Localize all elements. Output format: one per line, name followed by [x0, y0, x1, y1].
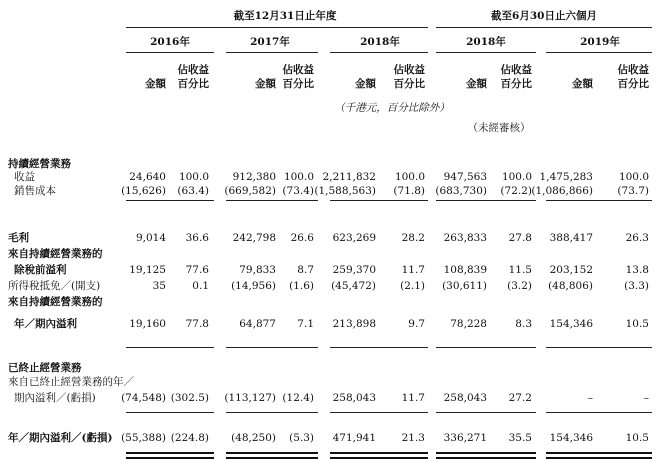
amount-header: 金額 — [466, 78, 487, 90]
table-cell: 27.2 — [508, 392, 532, 404]
table-cell: 100.0 — [283, 171, 314, 183]
row-label: 年／期內溢利／(虧損) — [8, 432, 113, 444]
table-cell: 64,877 — [239, 318, 276, 330]
table-cell: (72.2) — [500, 185, 532, 197]
table-cell: (63.4) — [177, 185, 209, 197]
table-cell: 263,833 — [443, 232, 487, 244]
year-rule — [330, 52, 428, 53]
pct-header-line2: 百分比 — [617, 78, 649, 90]
total-double-rule — [226, 457, 318, 459]
amount-header: 金額 — [572, 78, 593, 90]
table-rule — [126, 347, 214, 348]
total-double-rule — [330, 452, 428, 454]
table-cell: (224.8) — [170, 432, 209, 444]
table-cell: 100.0 — [501, 171, 532, 183]
table-cell: – — [587, 392, 593, 404]
table-cell: 13.8 — [625, 264, 649, 276]
table-cell: 912,380 — [232, 171, 276, 183]
table-cell: 36.6 — [185, 232, 209, 244]
table-cell: 242,798 — [232, 232, 276, 244]
section-continuing: 持續經營業務 — [8, 158, 71, 170]
total-double-rule — [126, 457, 214, 459]
table-cell: 26.6 — [290, 232, 314, 244]
table-cell: (2.1) — [400, 280, 425, 292]
total-double-rule — [546, 457, 652, 459]
table-cell: 108,839 — [443, 264, 487, 276]
table-cell: 100.0 — [178, 171, 209, 183]
table-cell: (71.8) — [393, 185, 425, 197]
pct-header-line2: 百分比 — [282, 78, 314, 90]
row-label: 除稅前溢利 — [14, 264, 67, 276]
year-header-2018: 2018年 — [360, 36, 400, 48]
table-cell: 388,417 — [549, 232, 593, 244]
table-cell: 19,160 — [129, 318, 166, 330]
row-label: 所得稅抵免／(開支) — [8, 280, 101, 292]
table-cell: (48,250) — [231, 432, 276, 444]
year-header-2018-h1: 2018年 — [466, 36, 506, 48]
row-label: 來自已終止經營業務的年／ — [8, 376, 134, 388]
table-cell: (73.7) — [617, 185, 649, 197]
table-cell: (55,388) — [121, 432, 166, 444]
table-cell: 21.3 — [401, 432, 425, 444]
table-cell: 258,043 — [443, 392, 487, 404]
table-cell: (3.3) — [624, 280, 649, 292]
row-label: 來自持續經營業務的 — [8, 296, 103, 308]
table-cell: (113,127) — [224, 392, 276, 404]
row-label: 期內溢利／(虧損) — [14, 392, 96, 404]
pct-header-line1: 佔收益 — [617, 64, 649, 76]
table-cell: (3.2) — [507, 280, 532, 292]
table-rule — [546, 412, 652, 413]
table-cell: 78,228 — [450, 318, 487, 330]
table-cell: 8.7 — [297, 264, 314, 276]
table-rule — [226, 347, 318, 348]
table-cell: 19,125 — [129, 264, 166, 276]
table-cell: (14,956) — [231, 280, 276, 292]
pct-header-line2: 百分比 — [500, 78, 532, 90]
table-cell: 100.0 — [618, 171, 649, 183]
total-double-rule — [126, 452, 214, 454]
amount-header: 金額 — [255, 78, 276, 90]
pct-header-line2: 百分比 — [393, 78, 425, 90]
table-rule — [126, 200, 214, 201]
year-rule — [436, 52, 536, 53]
total-double-rule — [546, 452, 652, 454]
section-discontinued: 已終止經營業務 — [8, 362, 82, 374]
table-rule — [226, 200, 318, 201]
table-cell: 947,563 — [443, 171, 487, 183]
header-group-six-months: 截至6月30日止六個月 — [491, 10, 597, 22]
pct-header-line1: 佔收益 — [177, 64, 209, 76]
table-cell: 0.1 — [192, 280, 209, 292]
total-double-rule — [436, 452, 536, 454]
table-rule — [126, 412, 214, 413]
table-cell: 154,346 — [549, 318, 593, 330]
total-double-rule — [330, 457, 428, 459]
table-cell: (48,806) — [548, 280, 593, 292]
table-cell: 11.7 — [401, 264, 425, 276]
table-cell: 336,271 — [443, 432, 487, 444]
pct-header-line1: 佔收益 — [500, 64, 532, 76]
table-rule — [546, 347, 652, 348]
table-cell: 9.7 — [408, 318, 425, 330]
year-rule — [546, 52, 652, 53]
total-double-rule — [226, 452, 318, 454]
table-cell: 24,640 — [129, 171, 166, 183]
year-rule — [226, 52, 318, 53]
row-label: 收益 — [14, 171, 35, 183]
table-rule — [436, 347, 536, 348]
table-cell: (15,626) — [121, 185, 166, 197]
table-cell: 26.3 — [625, 232, 649, 244]
table-rule — [330, 412, 428, 413]
table-cell: 258,043 — [332, 392, 376, 404]
table-cell: (45,472) — [331, 280, 376, 292]
year-header-2019-h1: 2019年 — [580, 36, 620, 48]
table-cell: 79,833 — [239, 264, 276, 276]
table-cell: 8.3 — [515, 318, 532, 330]
table-cell: 9,014 — [135, 232, 166, 244]
table-cell: 471,941 — [332, 432, 376, 444]
year-header-2016: 2016年 — [150, 36, 190, 48]
table-cell: 10.5 — [625, 432, 649, 444]
pct-header-line1: 佔收益 — [282, 64, 314, 76]
table-rule — [226, 412, 318, 413]
unaudited-note: （未經審核） — [467, 122, 531, 134]
table-rule — [546, 200, 652, 201]
table-cell: (669,582) — [224, 185, 276, 197]
year-header-2017: 2017年 — [250, 36, 290, 48]
table-rule — [436, 200, 536, 201]
header-group-rule-six-months — [436, 27, 652, 28]
table-cell: 259,370 — [332, 264, 376, 276]
table-cell: 7.1 — [297, 318, 314, 330]
row-label: 來自持續經營業務的 — [8, 248, 103, 260]
table-cell: (30,611) — [442, 280, 487, 292]
table-cell: 154,346 — [549, 432, 593, 444]
year-rule — [126, 52, 214, 53]
table-cell: (683,730) — [435, 185, 487, 197]
amount-header: 金額 — [145, 78, 166, 90]
table-cell: (73.4) — [282, 185, 314, 197]
table-cell: 77.8 — [185, 318, 209, 330]
table-cell: (12.4) — [282, 392, 314, 404]
table-cell: 35.5 — [508, 432, 532, 444]
table-cell: 623,269 — [332, 232, 376, 244]
table-cell: – — [643, 392, 649, 404]
pct-header-line2: 百分比 — [177, 78, 209, 90]
table-cell: (1,588,563) — [314, 185, 376, 197]
table-cell: 2,211,832 — [322, 171, 376, 183]
amount-header: 金額 — [355, 78, 376, 90]
table-cell: 100.0 — [394, 171, 425, 183]
table-cell: 203,152 — [549, 264, 593, 276]
table-cell: (302.5) — [170, 392, 209, 404]
header-group-annual: 截至12月31日止年度 — [233, 10, 337, 22]
row-label: 年／期內溢利 — [14, 318, 77, 330]
table-cell: (74,548) — [121, 392, 166, 404]
table-cell: 10.5 — [625, 318, 649, 330]
header-group-rule-annual — [126, 27, 428, 28]
total-double-rule — [436, 457, 536, 459]
unit-note: （千港元，百分比除外） — [334, 102, 450, 114]
table-cell: (1.6) — [289, 280, 314, 292]
table-cell: 213,898 — [332, 318, 376, 330]
table-cell: 1,475,283 — [539, 171, 593, 183]
table-rule — [436, 412, 536, 413]
table-cell: 11.7 — [401, 392, 425, 404]
table-cell: 28.2 — [401, 232, 425, 244]
row-label: 銷售成本 — [14, 185, 56, 197]
row-label: 毛利 — [8, 232, 29, 244]
table-cell: 35 — [152, 280, 166, 292]
table-rule — [330, 200, 428, 201]
table-cell: 77.6 — [185, 264, 209, 276]
table-cell: (5.3) — [289, 432, 314, 444]
table-cell: 11.5 — [508, 264, 532, 276]
table-cell: 27.8 — [508, 232, 532, 244]
pct-header-line1: 佔收益 — [393, 64, 425, 76]
table-cell: (1,086,866) — [531, 185, 593, 197]
table-rule — [330, 347, 428, 348]
